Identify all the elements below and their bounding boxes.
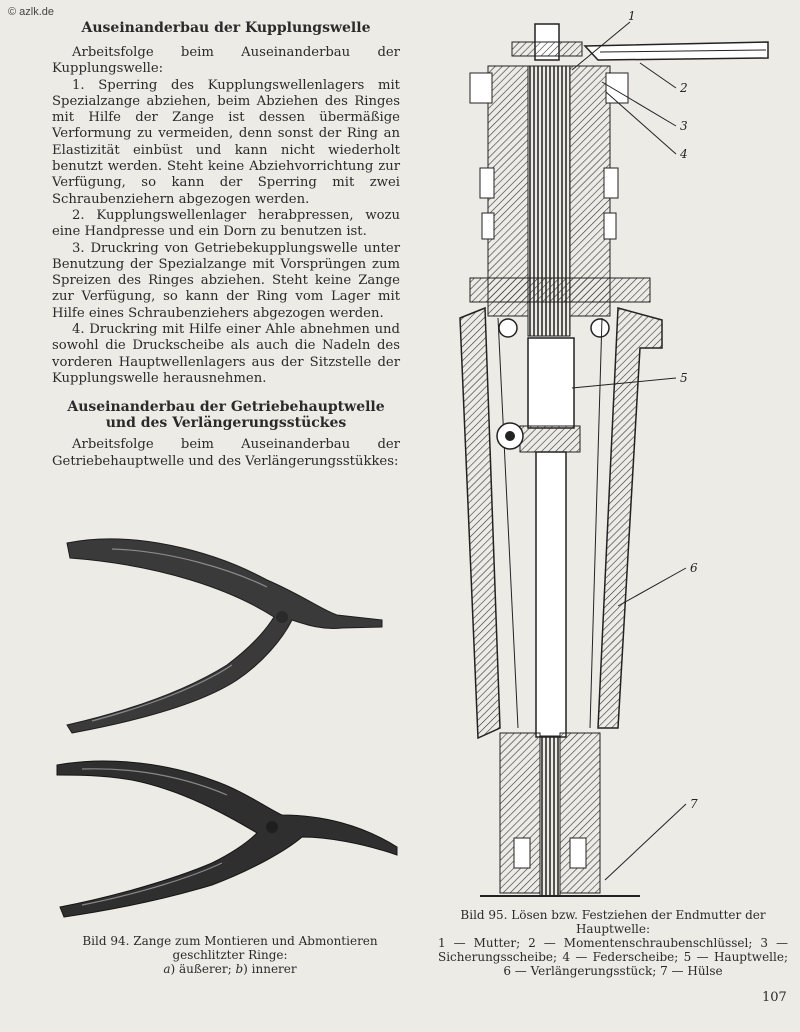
label-a: a (163, 962, 171, 976)
section-title-line-2: und des Verlängerungsstückes (105, 415, 347, 432)
figure-94-line-3 (60, 962, 400, 976)
figure-95-title: Bild 95. Lösen bzw. Festziehen der Endmutter der Hauptwelle: (460, 908, 766, 936)
watermark: © azlk.de (8, 6, 55, 18)
paragraph-step-3: 3. Druckring von Getriebekupplungswelle unter Benutzung der Spezialzange mit Vorsprüngen zum Spreizen des Ringes abziehen. Steht keine Zange zur Verfügung, so kann der Ring vom Lager mit Hilfe eines Schraubenziehers abgezogen werden. (52, 240, 400, 321)
paragraph-step-2: 2. Kupplungswellenlager herabpressen, wozu eine Handpresse und ein Dorn zu benutzen ist. (52, 207, 400, 240)
pliers-outer (67, 539, 382, 733)
figure-95-caption (438, 908, 788, 978)
callout-2: 2 (680, 81, 688, 95)
callout-3: 3 (680, 119, 688, 133)
section-title-hauptwelle (52, 399, 400, 431)
callout-7: 7 (690, 797, 698, 811)
text-column (52, 20, 400, 470)
section-title-line-1: Auseinanderbau der Getriebehauptwelle (67, 399, 385, 416)
callout-5: 5 (680, 371, 688, 385)
paragraph-intro: Arbeitsfolge beim Auseinanderbau der Kupplungswelle: (52, 45, 400, 77)
section-title-kupplungswelle: Auseinanderbau der Kupplungswelle (81, 20, 371, 36)
main-shaft (497, 338, 580, 737)
paragraph-step-1: 1. Sperring des Kupplungswellenlagers mit Spezialzange abziehen, beim Abziehen des Ringes mit Hilfe der Zange ist dessen übermäßige Verformung zu vermeiden, denn sonst der Ring an Elastizität einbüst und kann nicht wiederholt benutzt werden. Steht keine Abziehvorrichtung zur Verfügung, so kann der Sperring mit zwei Schraubenziehern abgezogen werden. (52, 77, 400, 207)
shaft-assembly-drawing (440, 8, 800, 904)
figure-94-line-1: Bild 94. Zange zum Montieren und Abmontieren (82, 934, 378, 948)
figure-94-line-2: geschlitzter Ringe: (172, 948, 288, 962)
paragraph-hauptwelle-intro: Arbeitsfolge beim Auseinanderbau der Getriebehauptwelle und des Verlängerungsstükkes: (52, 437, 400, 469)
pliers-illustration (52, 525, 412, 925)
pliers-inner (57, 761, 397, 917)
callout-6: 6 (690, 561, 698, 575)
paragraph-step-4: 4. Druckring mit Hilfe einer Ahle abnehmen und sowohl die Druckscheibe als auch die Nadeln des vorderen Hauptwellenlagers aus der Sitzstelle der Kupplungswelle herausnehmen. (52, 322, 400, 386)
section-hauptwelle (52, 399, 400, 470)
label-a-text: ) äußerer; (170, 962, 236, 976)
label-b-text: ) innerer (243, 962, 297, 976)
page-number: 107 (762, 990, 787, 1005)
figure-95-legend: 1 — Mutter; 2 — Momentenschraubenschlüssel; 3 — Sicherungsscheibe; 4 — Federscheibe; 5 — Hauptwelle; 6 — Verlängerungsstück; 7 — Hülse (438, 936, 788, 978)
lower-housing (480, 733, 640, 896)
callout-labels (628, 9, 698, 811)
callout-4: 4 (680, 147, 688, 161)
nut-and-wrench (512, 24, 768, 60)
figure-94-caption (60, 934, 400, 976)
callout-1: 1 (628, 9, 636, 23)
label-b: b (235, 962, 244, 976)
